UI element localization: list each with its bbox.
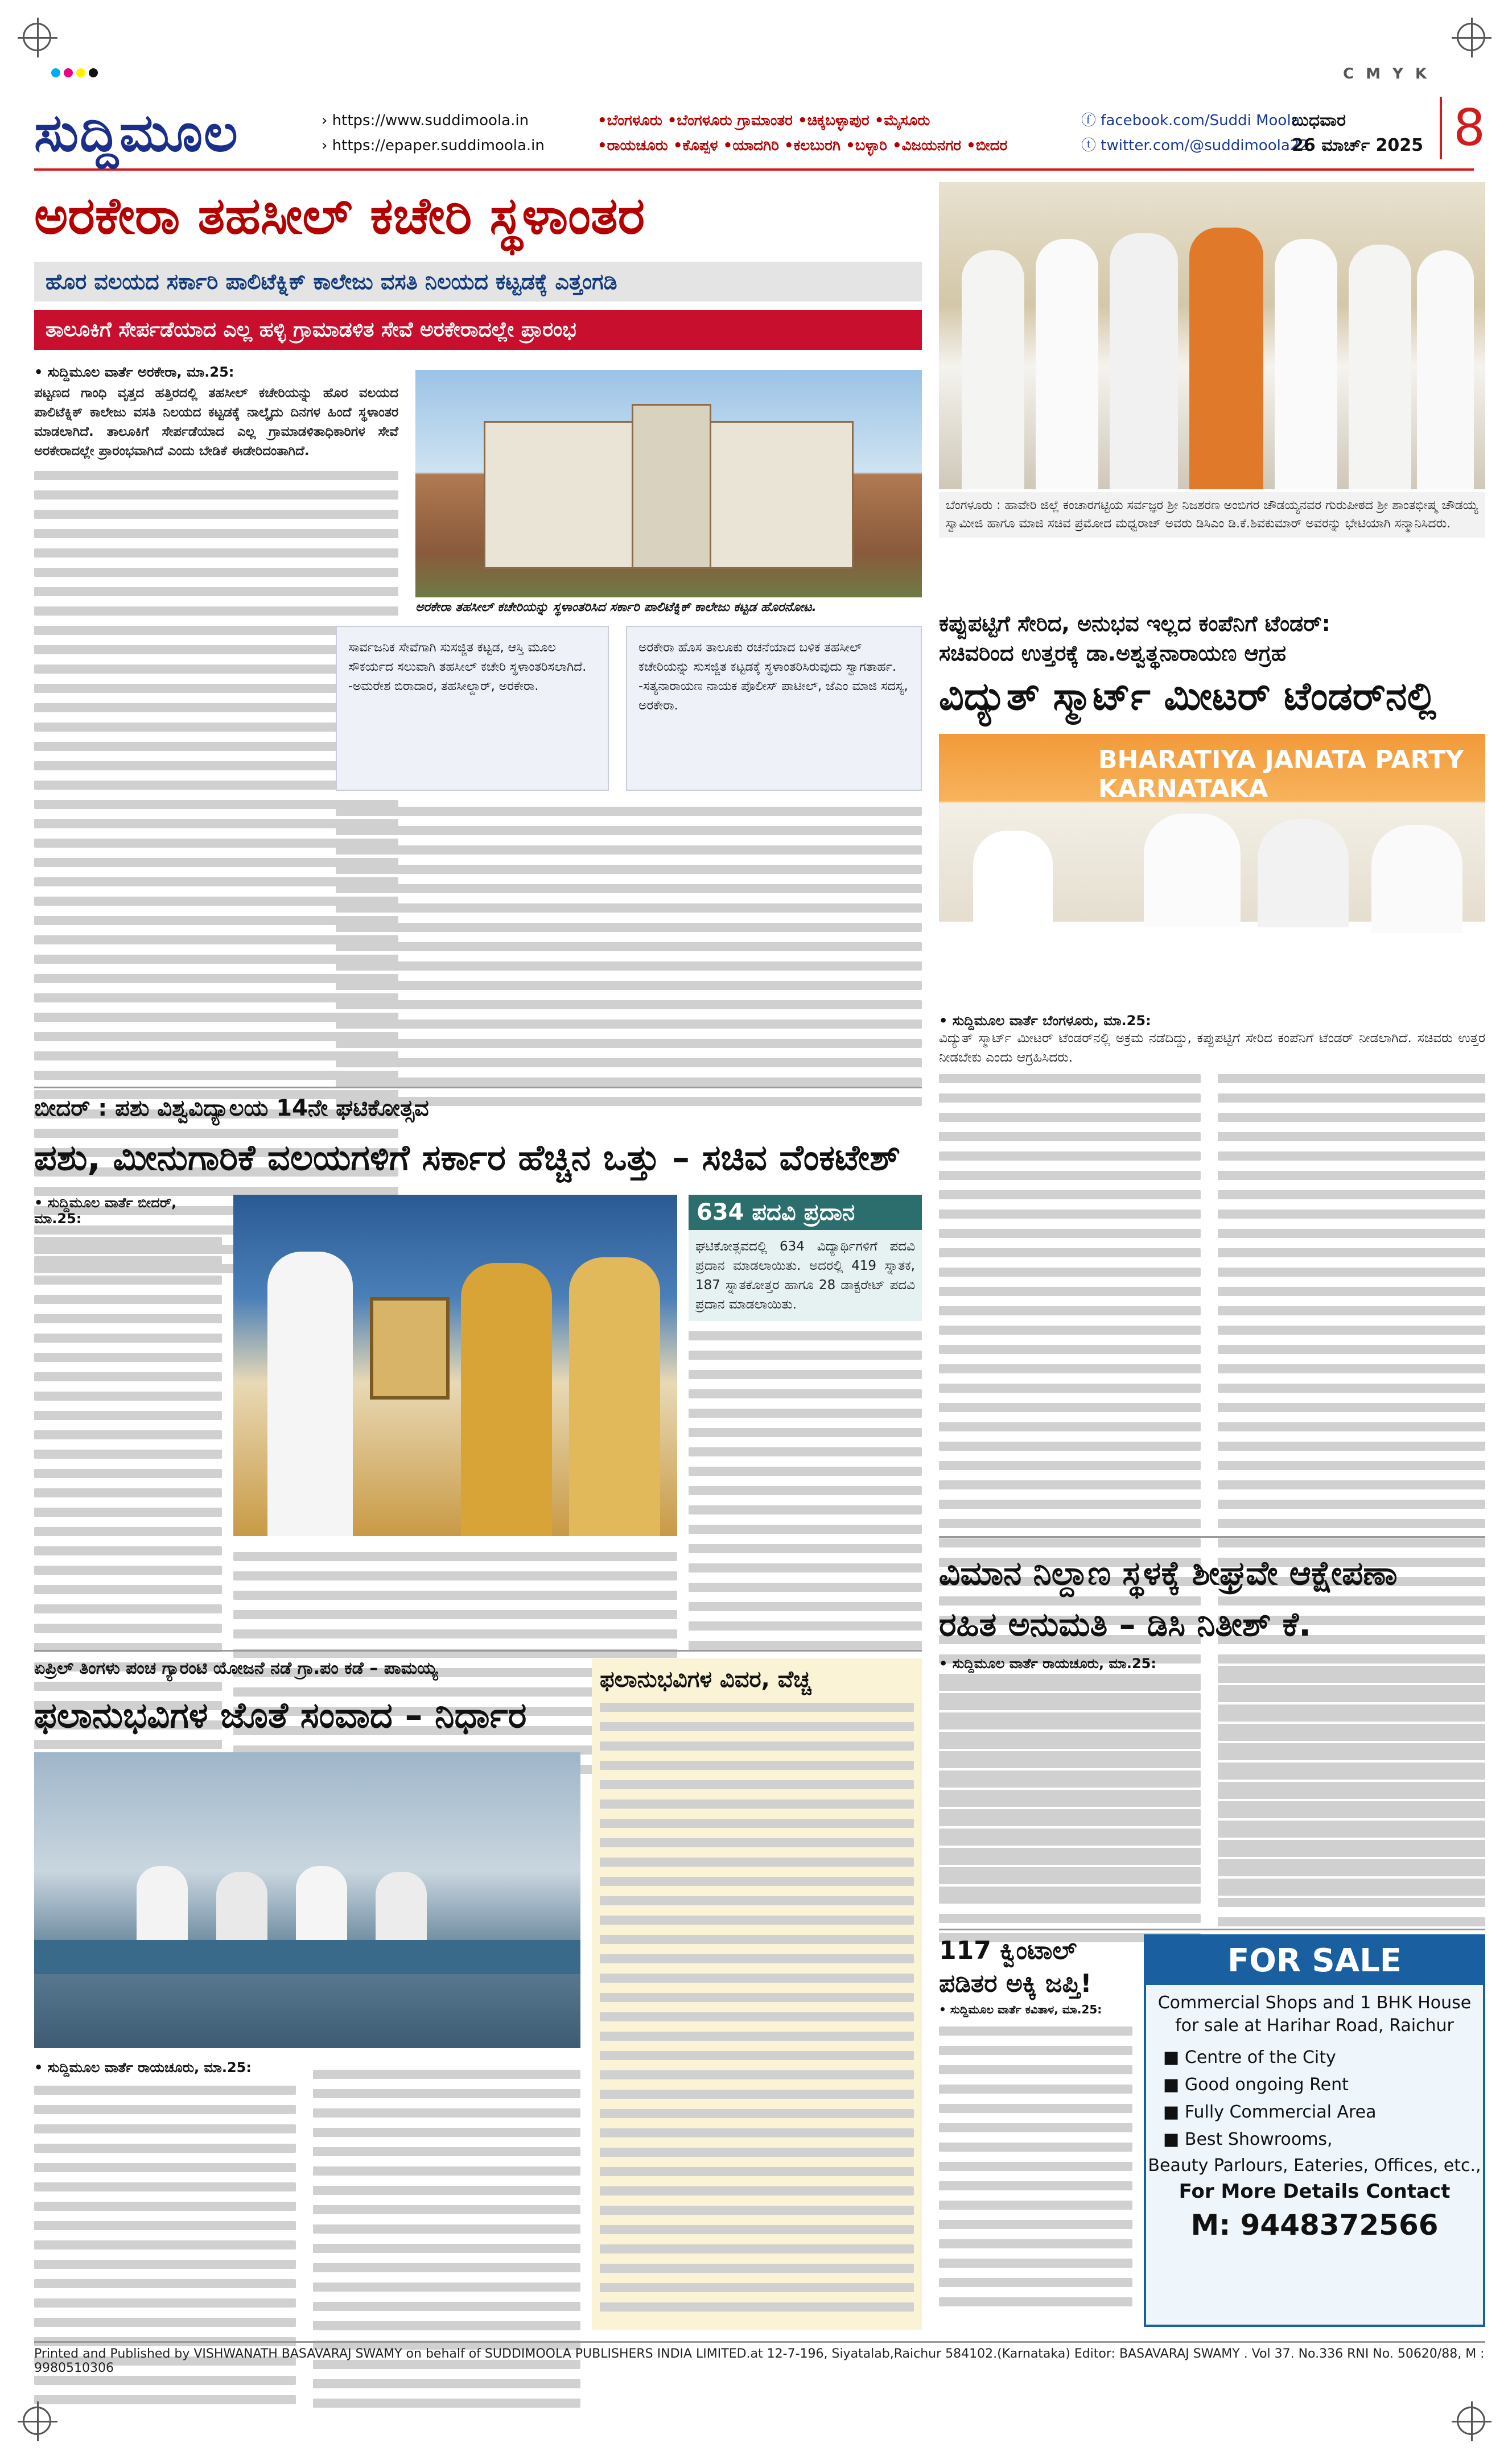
ad-bullet: Good ongoing Rent (1184, 2075, 1349, 2095)
photo-caption: ಅರಕೇರಾ ತಹಸೀಲ್ ಕಚೇರಿಯನ್ನು ಸ್ಥಳಾಂತರಿಸಿದ ಸರ್ಕಾರಿ ಪಾಲಿಟೆಕ್ನಿಕ್ ಕಾಲೇಜು ಕಟ್ಟಡ ಹೊರನೋಟ. (415, 600, 817, 614)
masthead (34, 97, 1485, 171)
box-title: ಫಲಾನುಭವಿಗಳ ವಿವರ, ವೆಚ್ಚ (600, 1666, 811, 1693)
cities-row: •ಬೆಂಗಳೂರು •ಬೆಂಗಳೂರು ಗ್ರಾಮಾಂತರ •ಚಿಕ್ಕಬಳ್ಳಾಪುರ •ಮೈಸೂರು (598, 112, 930, 129)
byline: • ಸುದ್ದಿಮೂಲ ವಾರ್ತೆ ರಾಯಚೂರು, ಮಾ.25: (34, 2059, 252, 2075)
divider (34, 2341, 1485, 2343)
meter-body (939, 1013, 1485, 1067)
byline: • ಸುದ್ದಿಮೂಲ ವಾರ್ತೆ ರಾಯಚೂರು, ಮಾ.25: (939, 1656, 1156, 1671)
bidar-kicker: ಬೀದರ್ : ಪಶು ವಿಶ್ವವಿದ್ಯಾಲಯ 14ನೇ ಘಟಿಕೋತ್ಸವ (34, 1095, 429, 1121)
body-text-lines (336, 796, 922, 1116)
color-dots (51, 68, 101, 80)
box-text: ಘಟಿಕೋತ್ಸವದಲ್ಲಿ 634 ವಿದ್ಯಾರ್ಥಿಗಳಿಗೆ ಪದವಿ ಪ್ರದಾನ ಮಾಡಲಾಯಿತು. ಅದರಲ್ಲಿ 419 ಸ್ನಾತಕ, 187 ಸ್ನಾತಕೋತ್ತರ ಹಾಗೂ 28 ಡಾಕ್ಟರೇಟ್ ಪದವಿ ಪ್ರದಾನ ಮಾಡಲಾಯಿತು. (689, 1230, 922, 1321)
airport-headline (939, 1547, 1485, 1650)
airport-column (939, 1656, 1201, 1953)
page-number: 8 (1440, 97, 1485, 159)
building-photo (415, 370, 922, 597)
lead-intro: ಪಟ್ಟಣದ ಗಾಂಧಿ ವೃತ್ತದ ಹತ್ತಿರದಲ್ಲಿ ತಹಸೀಲ್ ಕಚೇರಿಯನ್ನು ಹೊರ ವಲಯದ ಪಾಲಿಟೆಕ್ನಿಕ್ ಕಾಲೇಜು ವಸತಿ ನಿಲಯದ ಕಟ್ಟಡಕ್ಕೆ ನಾಲ್ಕೈದು ದಿನಗಳ ಹಿಂದೆ ಸ್ಥಳಾಂತರ ಮಾಡಲಾಗಿದೆ. ತಾಲೂಕಿಗೆ ಸೇರ್ಪಡೆಯಾದ ಎಲ್ಲ ಗ್ರಾಮಾಡಳಿತಾಧಿಕಾರಿಗಳ ಸೇವೆ ಅರಕೇರಾದಲ್ಲೇ ಪ್ರಾರಂಭವಾಗಿದೆ ಎಂದು ಬೇಡಿಕೆ ಈಡೇರಿದಂತಾಗಿದೆ. (34, 386, 398, 459)
ad-title: FOR SALE (1146, 1937, 1483, 1985)
banner-text: BHARATIYA JANATA PARTY KARNATAKA (1098, 745, 1464, 803)
divider (34, 1650, 922, 1652)
epaper-link[interactable]: https://epaper.suddimoola.in (332, 137, 545, 154)
meter-headline: ವಿದ್ಯುತ್ ಸ್ಮಾರ್ಟ್ ಮೀಟರ್ ಟೆಂಡರ್‌ನಲ್ಲಿ (939, 674, 1436, 719)
rice-headline: 117 ಕ್ವಿಂಟಾಲ್ ಪಡಿತರ ಅಕ್ಕಿ ಜಪ್ತಿ! (939, 1936, 1092, 1998)
leaders-photo (939, 182, 1485, 489)
quote-box (336, 626, 609, 791)
meeting-kicker: ಏಪ್ರಿಲ್ ತಿಂಗಳು ಪಂಚ ಗ್ಯಾರಂಟಿ ಯೋಜನೆ ನಡೆ ಗ್ರಾ.ಪಂ ಕಡೆ – ಪಾಮಯ್ಯ (34, 1658, 438, 1678)
newspaper-logo: ಸುದ್ದಿಮೂಲ (34, 102, 239, 163)
lead-headline: ಅರಕೇರಾ ತಹಸೀಲ್ ಕಚೇರಿ ಸ್ಥಳಾಂತರ (34, 186, 645, 246)
body-text-lines (939, 2026, 1132, 2306)
registration-mark (23, 2407, 51, 2435)
quote-text: ಸಾರ್ವಜನಿಕ ಸೇವೆಗಾಗಿ ಸುಸಜ್ಜಿತ ಕಟ್ಟಡ, ಆಸ್ತಿ ಮೂಲ ಸೌಕರ್ಯದ ಸಲುವಾಗಿ ತಹಸೀಲ್ ಕಚೇರಿ ಸ್ಥಳಾಂತರಿಸಲಾಗಿದೆ. -ಅಮರೇಶ ಬಿರಾದಾರ, ತಹಸೀಲ್ದಾರ್, ಅರಕೇರಾ. (348, 641, 587, 694)
website-links: › https://www.suddimoola.in › https://epaper.suddimoola.in (322, 112, 545, 154)
body-text-lines (939, 1682, 1201, 1942)
date: 26 ಮಾರ್ಚ್ 2025 (1292, 135, 1424, 155)
kicker-line: ಸಚಿವರಿಂದ ಉತ್ತರಕ್ಕೆ ಡಾ.ಅಶ್ವತ್ಥನಾರಾಯಣ ಆಗ್ರಹ (939, 641, 1287, 666)
byline: • ಸುದ್ದಿಮೂಲ ವಾರ್ತೆ ಬೆಂಗಳೂರು, ಮಾ.25: (939, 1013, 1151, 1029)
ad-phone: M: 9448372566 (1190, 2209, 1439, 2242)
box-title: 634 ಪದವಿ ಪ್ರದಾನ (689, 1195, 922, 1230)
bidar-headline: ಪಶು, ಮೀನುಗಾರಿಕೆ ವಲಯಗಳಿಗೆ ಸರ್ಕಾರ ಹೆಚ್ಚಿನ ಒತ್ತು – ಸಚಿವ ವೆಂಕಟೇಶ್ (34, 1137, 901, 1178)
facebook-icon: ⓕ (1081, 112, 1097, 129)
cities-row: •ರಾಯಚೂರು •ಕೊಪ್ಪಳ •ಯಾದಗಿರಿ •ಕಲಬುರಗಿ •ಬಳ್ಳಾರಿ •ವಿಜಯನಗರ •ಬೀದರ (598, 137, 1008, 154)
for-sale-ad (1144, 1934, 1485, 2327)
beneficiaries-box (592, 1658, 922, 2330)
meeting-photo (34, 1752, 580, 2048)
ad-bullet: Fully Commercial Area (1184, 2102, 1377, 2122)
meter-intro: ವಿದ್ಯುತ್ ಸ್ಮಾರ್ಟ್ ಮೀಟರ್ ಟೆಂಡರ್‌ನಲ್ಲಿ ಅಕ್ರಮ ನಡೆದಿದ್ದು, ಕಪ್ಪುಪಟ್ಟಿಗೆ ಸೇರಿದ ಕಂಪೆನಿಗೆ ಟೆಂಡರ್ ನೀಡಲಾಗಿದೆ. ಸಚಿವರು ಉತ್ತರ ನೀಡಬೇಕು ಎಂದು ಆಗ್ರಹಿಸಿದರು. (939, 1031, 1485, 1065)
edition-cities (598, 108, 1053, 158)
registration-mark (23, 23, 51, 51)
body-text-lines (1218, 1656, 1485, 1956)
social-links (1081, 108, 1309, 158)
quote-box (626, 626, 922, 791)
byline: • ಸುದ್ದಿಮೂಲ ವಾರ್ತೆ ಕವಿತಾಳ, ಮಾ.25: (939, 2003, 1102, 2016)
website-link[interactable]: https://www.suddimoola.in (332, 112, 529, 129)
lead-subhead-red: ತಾಲೂಕಿಗೆ ಸೇರ್ಪಡೆಯಾದ ಎಲ್ಲ ಹಳ್ಳಿ ಗ್ರಾಮಾಡಳಿತ ಸೇವೆ ಅರಕೇರಾದಲ್ಲೇ ಪ್ರಾರಂಭ (34, 310, 922, 350)
rice-column (939, 2003, 1132, 2317)
lead-subhead: ಹೊರ ವಲಯದ ಸರ್ಕಾರಿ ಪಾಲಿಟೆಕ್ನಿಕ್ ಕಾಲೇಜು ವಸತಿ ನಿಲಯದ ಕಟ್ಟಡಕ್ಕೆ ಎತ್ತಂಗಡಿ (34, 262, 922, 302)
twitter-link[interactable]: twitter.com/@suddimoola22 (1101, 137, 1309, 154)
twitter-icon: ⓣ (1081, 137, 1097, 154)
imprint-line: Printed and Published by VISHWANATH BASAVARAJ SWAMY on behalf of SUDDIMOOLA PUBLISHERS INDIA LIMITED.at 12-7-196, Siyatalab,Raichur 584102.(Karnataka) Editor: BASAVARAJ SWAMY . Vol 37. No.336 RNI No. 50620/88, M : 9980510306 (34, 2347, 1485, 2375)
divider (34, 1087, 922, 1088)
ad-contact: For More Details Contact (1179, 2180, 1451, 2203)
ad-lead: Commercial Shops and 1 BHK House for sale at Harihar Road, Raichur (1157, 1993, 1472, 2036)
body-text-lines (600, 1703, 914, 2312)
convocation-photo (233, 1195, 677, 1536)
facebook-link[interactable]: facebook.com/Suddi Moola (1101, 112, 1300, 129)
weekday: ಬುಧವಾರ (1292, 110, 1346, 130)
headline-line: ವಿಮಾನ ನಿಲ್ದಾಣ ಸ್ಥಳಕ್ಕೆ ಶೀಘ್ರವೇ ಆಕ್ಷೇಪಣಾ (939, 1554, 1398, 1592)
meter-kicker (939, 609, 1485, 668)
byline: • ಸುದ್ದಿಮೂಲ ವಾರ್ತೆ ಬೀದರ್, ಮಾ.25: (34, 1195, 177, 1227)
registration-mark (1457, 23, 1485, 51)
issue-date (1292, 108, 1423, 158)
ad-bullet: Centre of the City (1184, 2048, 1336, 2067)
photo-caption: ಬೆಂಗಳೂರು : ಹಾವೇರಿ ಜಿಲ್ಲೆ ಕಂಚಾರಗಟ್ಟಿಯ ಸರ್ವಜ್ಞರ ಶ್ರೀ ನಿಜಶರಣ ಅಂಬಿಗರ ಚೌಡಯ್ಯನವರ ಗುರುಪೀಠದ ಶ್ರೀ ಶಾಂತಭೀಷ್ಮ ಚೌಡಯ್ಯ ಸ್ವಾಮೀಜಿ ಹಾಗೂ ಮಾಜಿ ಸಚಿವ ಪ್ರಮೋದ ಮಧ್ವರಾಜ್ ಅವರು ಡಿಸಿಎಂ ಡಿ.ಕೆ.ಶಿವಕುಮಾರ್ ಅವರನ್ನು ಭೇಟಿಯಾಗಿ ಸನ್ಮಾನಿಸಿದರು. (939, 492, 1485, 538)
meeting-headline: ಫಲಾನುಭವಿಗಳ ಜೊತೆ ಸಂವಾದ – ನಿರ್ಧಾರ (34, 1694, 527, 1736)
divider (939, 1536, 1485, 1538)
byline: • ಸುದ್ದಿಮೂಲ ವಾರ್ತೆ ಅರಕೇರಾ, ಮಾ.25: (34, 364, 234, 380)
registration-mark (1457, 2407, 1485, 2435)
divider (939, 1929, 1485, 1930)
cmyk-label: C M Y K (1343, 65, 1431, 82)
body-text-lines (689, 1331, 922, 1669)
quote-text: ಅರಕೇರಾ ಹೊಸ ತಾಲೂಕು ರಚನೆಯಾದ ಬಳಿಕ ತಹಸೀಲ್ ಕಚೇರಿಯನ್ನು ಸುಸಜ್ಜಿತ ಕಟ್ಟಡಕ್ಕೆ ಸ್ಥಳಾಂತರಿಸಿರುವುದು ಸ್ವಾಗತಾರ್ಹ. -ಸತ್ಯನಾರಾಯಣ ನಾಯಕ ಪೊಲೀಸ್ ಪಾಟೀಲ್, ಜೆಎಂ ಮಾಜಿ ಸದಸ್ಯ, ಅರಕೇರಾ. (638, 641, 908, 713)
ad-bullet: Best Showrooms, (1184, 2129, 1333, 2149)
ad-extra: Beauty Parlours, Eateries, Offices, etc., (1148, 2156, 1481, 2176)
press-meet-photo (939, 734, 1485, 1001)
headline-line: ರಹಿತ ಅನುಮತಿ – ಡಿಸಿ ನಿತೀಶ್ ಕೆ. (939, 1605, 1312, 1644)
ad-bullets: ■ Centre of the City ■ Good ongoing Rent ■ Fully Commercial Area ■ Best Showrooms, (1163, 2048, 1377, 2149)
graduates-box (689, 1195, 922, 1679)
kicker-line: ಕಪ್ಪುಪಟ್ಟಿಗೆ ಸೇರಿದ, ಅನುಭವ ಇಲ್ಲದ ಕಂಪೆನಿಗೆ ಟೆಂಡರ್: (939, 611, 1330, 636)
